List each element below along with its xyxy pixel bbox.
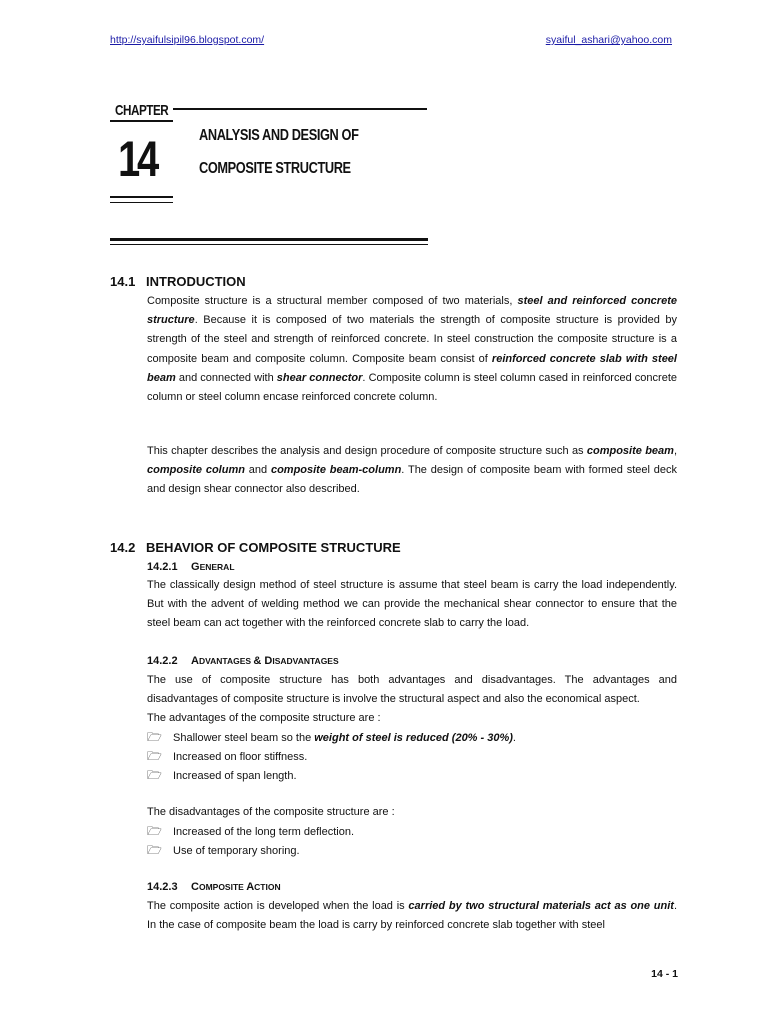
section-heading-introduction: 14.1 INTRODUCTION [110,274,246,289]
disadvantages-intro: The disadvantages of the composite structure are : [147,806,395,818]
chapter-divider [110,238,428,241]
section-heading-behavior: 14.2 BEHAVIOR OF COMPOSITE STRUCTURE [110,540,401,555]
general-paragraph: The classically design method of steel structure is assume that steel beam is carry the load independently. But with the advent of welding method we can provide the mechanical shear connector to ensure that the steel beam can act together with the reinforced concrete slab to carry the load. [147,579,677,630]
chapter-label: CHAPTER [115,102,169,119]
chapter-rule-small [110,202,173,203]
intro-paragraph-1: Composite structure is a structural member composed of two materials, steel and reinforced concrete structure. Because it is composed of two materials the strength of composite structure is provided by strength of the steel and strength of reinforced concrete. In steel construction the composite structure is a composite beam and composite column. Composite beam consist of reinforced concrete slab with steel beam and connected with shear connector. Composite column is steel column cased in reinforced concrete column or steel column encase reinforced concrete column. [147,295,677,404]
chapter-title-line1: ANALYSIS AND DESIGN OF [199,127,359,144]
chapter-number: 14 [118,131,157,187]
open-folder-icon: 🗁 [147,843,162,857]
list-item: 🗁 Shallower steel beam so the weight of steel is reduced (20% - 30%). [147,728,516,748]
advantages-paragraph: The use of composite structure has both advantages and disadvantages. The advantages and disadvantages of composite structure is involve the structural aspect and also the economical aspect. [147,674,677,706]
open-folder-icon: 🗁 [147,768,162,782]
header-email-link[interactable]: syaiful_ashari@yahoo.com [545,34,672,46]
chapter-divider [110,244,428,245]
subsection-heading-composite-action: 14.2.3 COMPOSITE ACTION [147,881,281,893]
list-item: 🗁 Increased of span length. [147,766,297,786]
chapter-title-line2: COMPOSITE STRUCTURE [199,160,351,177]
open-folder-icon: 🗁 [147,749,162,763]
advantages-intro: The advantages of the composite structure are : [147,712,381,724]
open-folder-icon: 🗁 [147,730,162,744]
chapter-rule-top [173,108,427,110]
composite-action-paragraph: The composite action is developed when the load is carried by two structural materials act as one unit. In the case of composite beam the load is carry by reinforced concrete slab together with steel [147,900,677,932]
list-item: 🗁 Increased of the long term deflection. [147,822,354,842]
list-item: 🗁 Increased on floor stiffness. [147,747,307,767]
chapter-rule-small [110,120,173,122]
subsection-heading-advantages: 14.2.2 ADVANTAGES & DISADVANTAGES [147,655,339,667]
list-item: 🗁 Use of temporary shoring. [147,841,300,861]
open-folder-icon: 🗁 [147,824,162,838]
header-blog-link[interactable]: http://syaifulsipil96.blogspot.com/ [110,34,265,46]
intro-paragraph-2: This chapter describes the analysis and design procedure of composite structure such as composite beam, composite column and composite beam-column. The design of composite beam with formed steel deck and design shear connector also described. [147,445,677,496]
page-number: 14 - 1 [651,968,678,980]
subsection-heading-general: 14.2.1 GENERAL [147,561,235,573]
chapter-rule-small [110,196,173,198]
